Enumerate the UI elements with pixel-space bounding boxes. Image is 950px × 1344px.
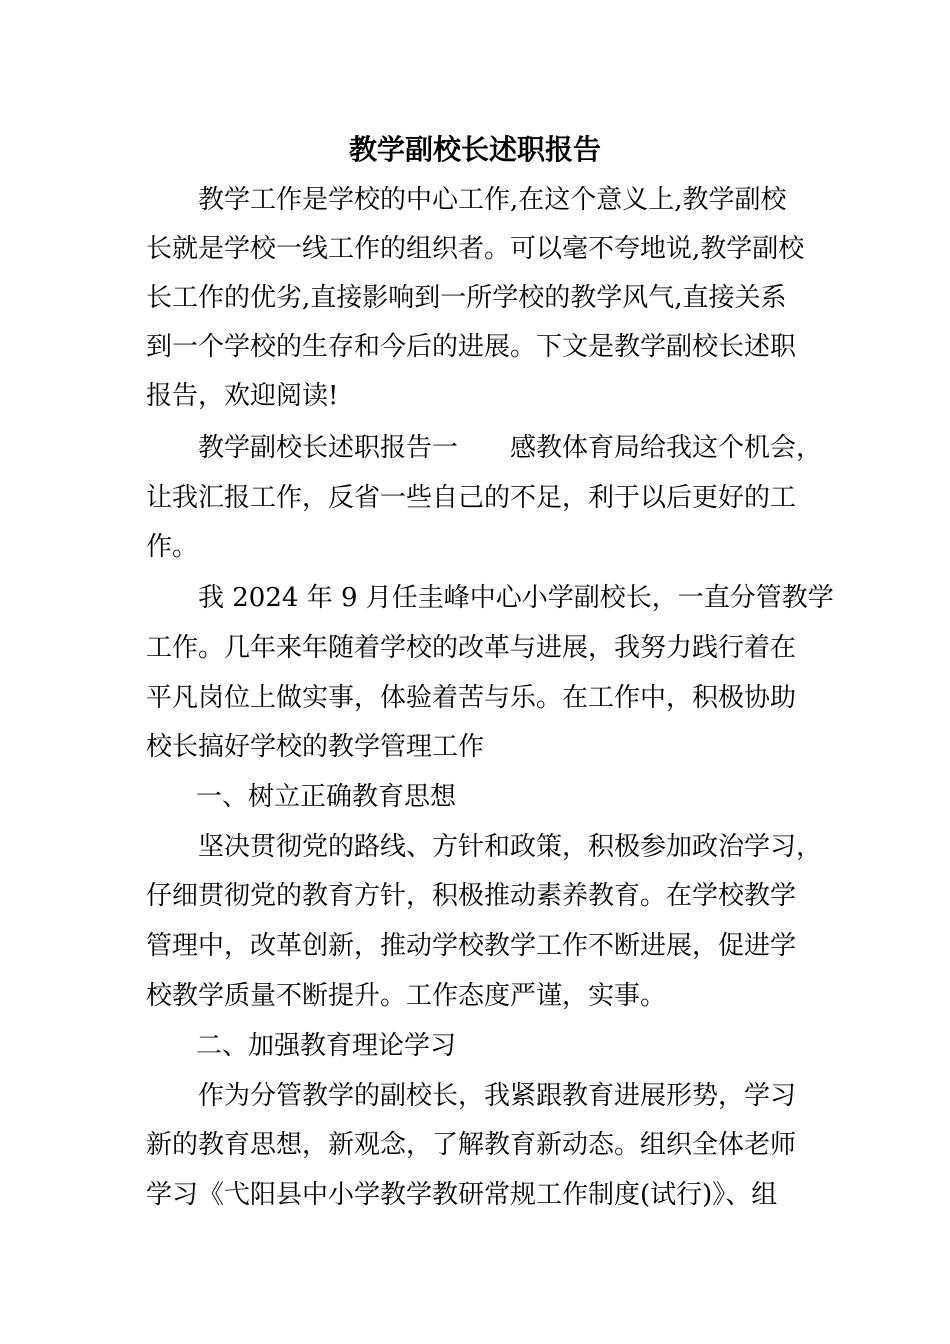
body-line-8: 作。: [146, 532, 199, 562]
body-line-7: 让我汇报工作，反省一些自己的不足，利于以后更好的工: [146, 483, 797, 513]
body-line-19: 作为分管教学的副校长，我紧跟教育进展形势，学习: [198, 1081, 797, 1111]
body-line-12: 校长搞好学校的教学管理工作: [146, 732, 485, 762]
section-heading-1: 一、树立正确教育思想: [196, 782, 457, 812]
body-line-9: 我 2024 年 9 月任圭峰中心小学副校长，一直分管教学: [198, 583, 834, 613]
body-line-20: 新的教育思想，新观念，了解教育新动态。组织全体老师: [146, 1130, 797, 1160]
body-line-11: 平凡岗位上做实事，体验着苦与乐。在工作中，积极协助: [146, 683, 797, 713]
body-line-21: 学习《弋阳县中小学教学教研常规工作制度(试行)》、组: [146, 1180, 778, 1210]
body-line-10: 工作。几年来年随着学校的改革与进展，我努力践行着在: [146, 633, 797, 663]
body-line-6: 教学副校长述职报告一 感教体育局给我这个机会，: [198, 433, 823, 463]
body-line-3: 长工作的优劣,直接影响到一所学校的教学风气,直接关系: [146, 283, 787, 313]
body-line-1: 教学工作是学校的中心工作,在这个意义上,教学副校: [198, 185, 787, 215]
document-title: 教学副校长述职报告: [348, 133, 601, 166]
section-heading-2: 二、加强教育理论学习: [196, 1031, 457, 1061]
body-line-15: 仔细贯彻党的教育方针，积极推动素养教育。在学校教学: [146, 881, 797, 911]
body-line-16: 管理中，改革创新，推动学校教学工作不断进展，促进学: [146, 931, 797, 961]
body-line-2: 长就是学校一线工作的组织者。可以毫不夸地说,教学副校: [146, 234, 805, 264]
body-line-17: 校教学质量不断提升。工作态度严谨，实事。: [146, 981, 667, 1011]
body-line-5: 报告，欢迎阅读!: [146, 381, 339, 411]
body-line-14: 坚决贯彻党的路线、方针和政策，积极参加政治学习，: [198, 832, 823, 862]
body-line-4: 到一个学校的生存和今后的进展。下文是教学副校长述职: [146, 332, 797, 362]
